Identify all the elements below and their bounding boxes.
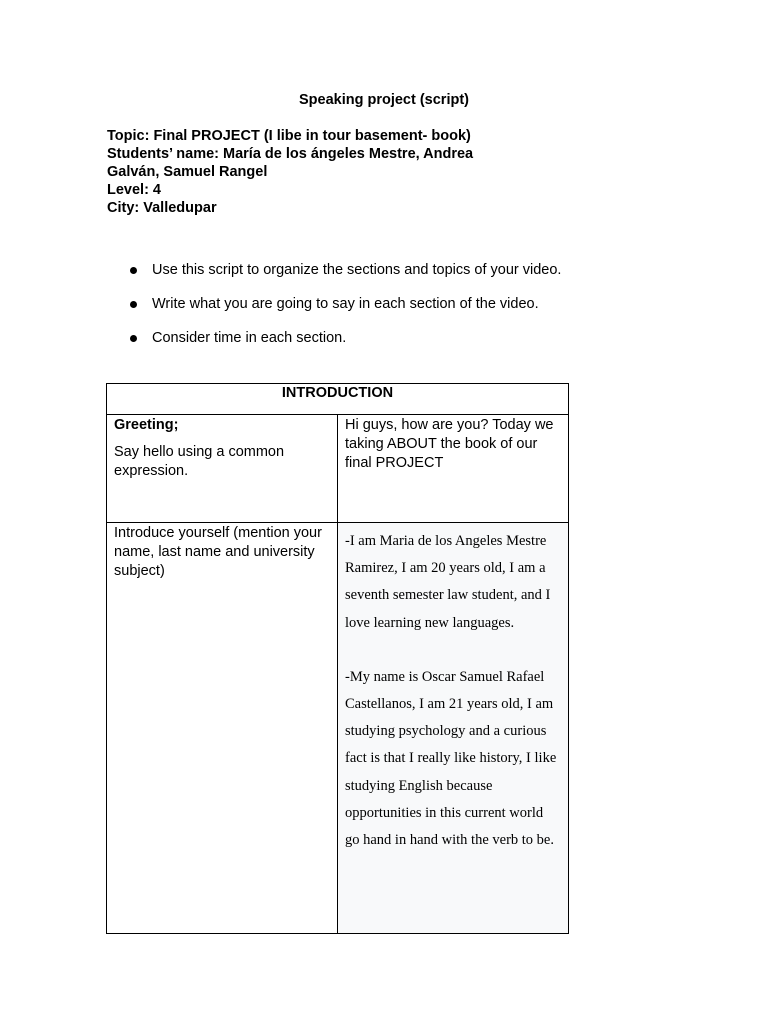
students-line: Students’ name: María de los ángeles Mestre, Andrea <box>107 146 474 162</box>
level-line: Level: 4 <box>107 182 161 198</box>
table-row-introduce <box>107 523 569 934</box>
topic-line: Topic: Final PROJECT (I libe in tour basement- book) <box>107 128 471 144</box>
table-header-row <box>107 384 569 415</box>
introduce-prompt-cell: Introduce yourself (mention your name, last name and university subject) <box>107 523 338 934</box>
paragraph-spacer <box>345 637 561 664</box>
script-table <box>106 383 569 934</box>
bullet-icon <box>130 301 137 308</box>
introduce-response-cell <box>338 523 569 934</box>
greeting-prompt-cell <box>107 415 338 523</box>
instruction-item <box>128 261 688 279</box>
greeting-description: Say hello using a common expression. <box>114 444 285 479</box>
instruction-text: Write what you are going to say in each section of the video. <box>152 296 539 312</box>
bullet-icon <box>130 267 137 274</box>
instruction-item <box>128 295 688 313</box>
bullet-icon <box>130 335 137 342</box>
table-row-greeting <box>107 415 569 523</box>
instruction-text: Consider time in each section. <box>152 330 347 346</box>
introduce-response-first: -I am Maria de los Angeles Mestre Ramirez, I am 20 years old, I am a seventh semester law student, and I love learning new languages. <box>345 533 551 631</box>
instruction-text: Use this script to organize the sections and topics of your video. <box>152 262 562 278</box>
instructions-list <box>128 261 688 363</box>
page-title: Speaking project (script) <box>298 92 469 108</box>
project-info <box>107 127 527 217</box>
city-line: City: Valledupar <box>107 200 217 216</box>
students-line-continued: Galván, Samuel Rangel <box>107 164 268 180</box>
greeting-label: Greeting; <box>114 417 179 433</box>
section-header: INTRODUCTION <box>107 384 569 415</box>
introduce-response-second: -My name is Oscar Samuel Rafael Castellanos, I am 21 years old, I am studying psychology and a curious fact is that I really like history, I like studying English because opportunities in this current world go hand in hand with the verb to be. <box>345 668 557 849</box>
instruction-item <box>128 329 688 347</box>
greeting-response-cell: Hi guys, how are you? Today we taking ABOUT the book of our final PROJECT <box>338 415 569 523</box>
